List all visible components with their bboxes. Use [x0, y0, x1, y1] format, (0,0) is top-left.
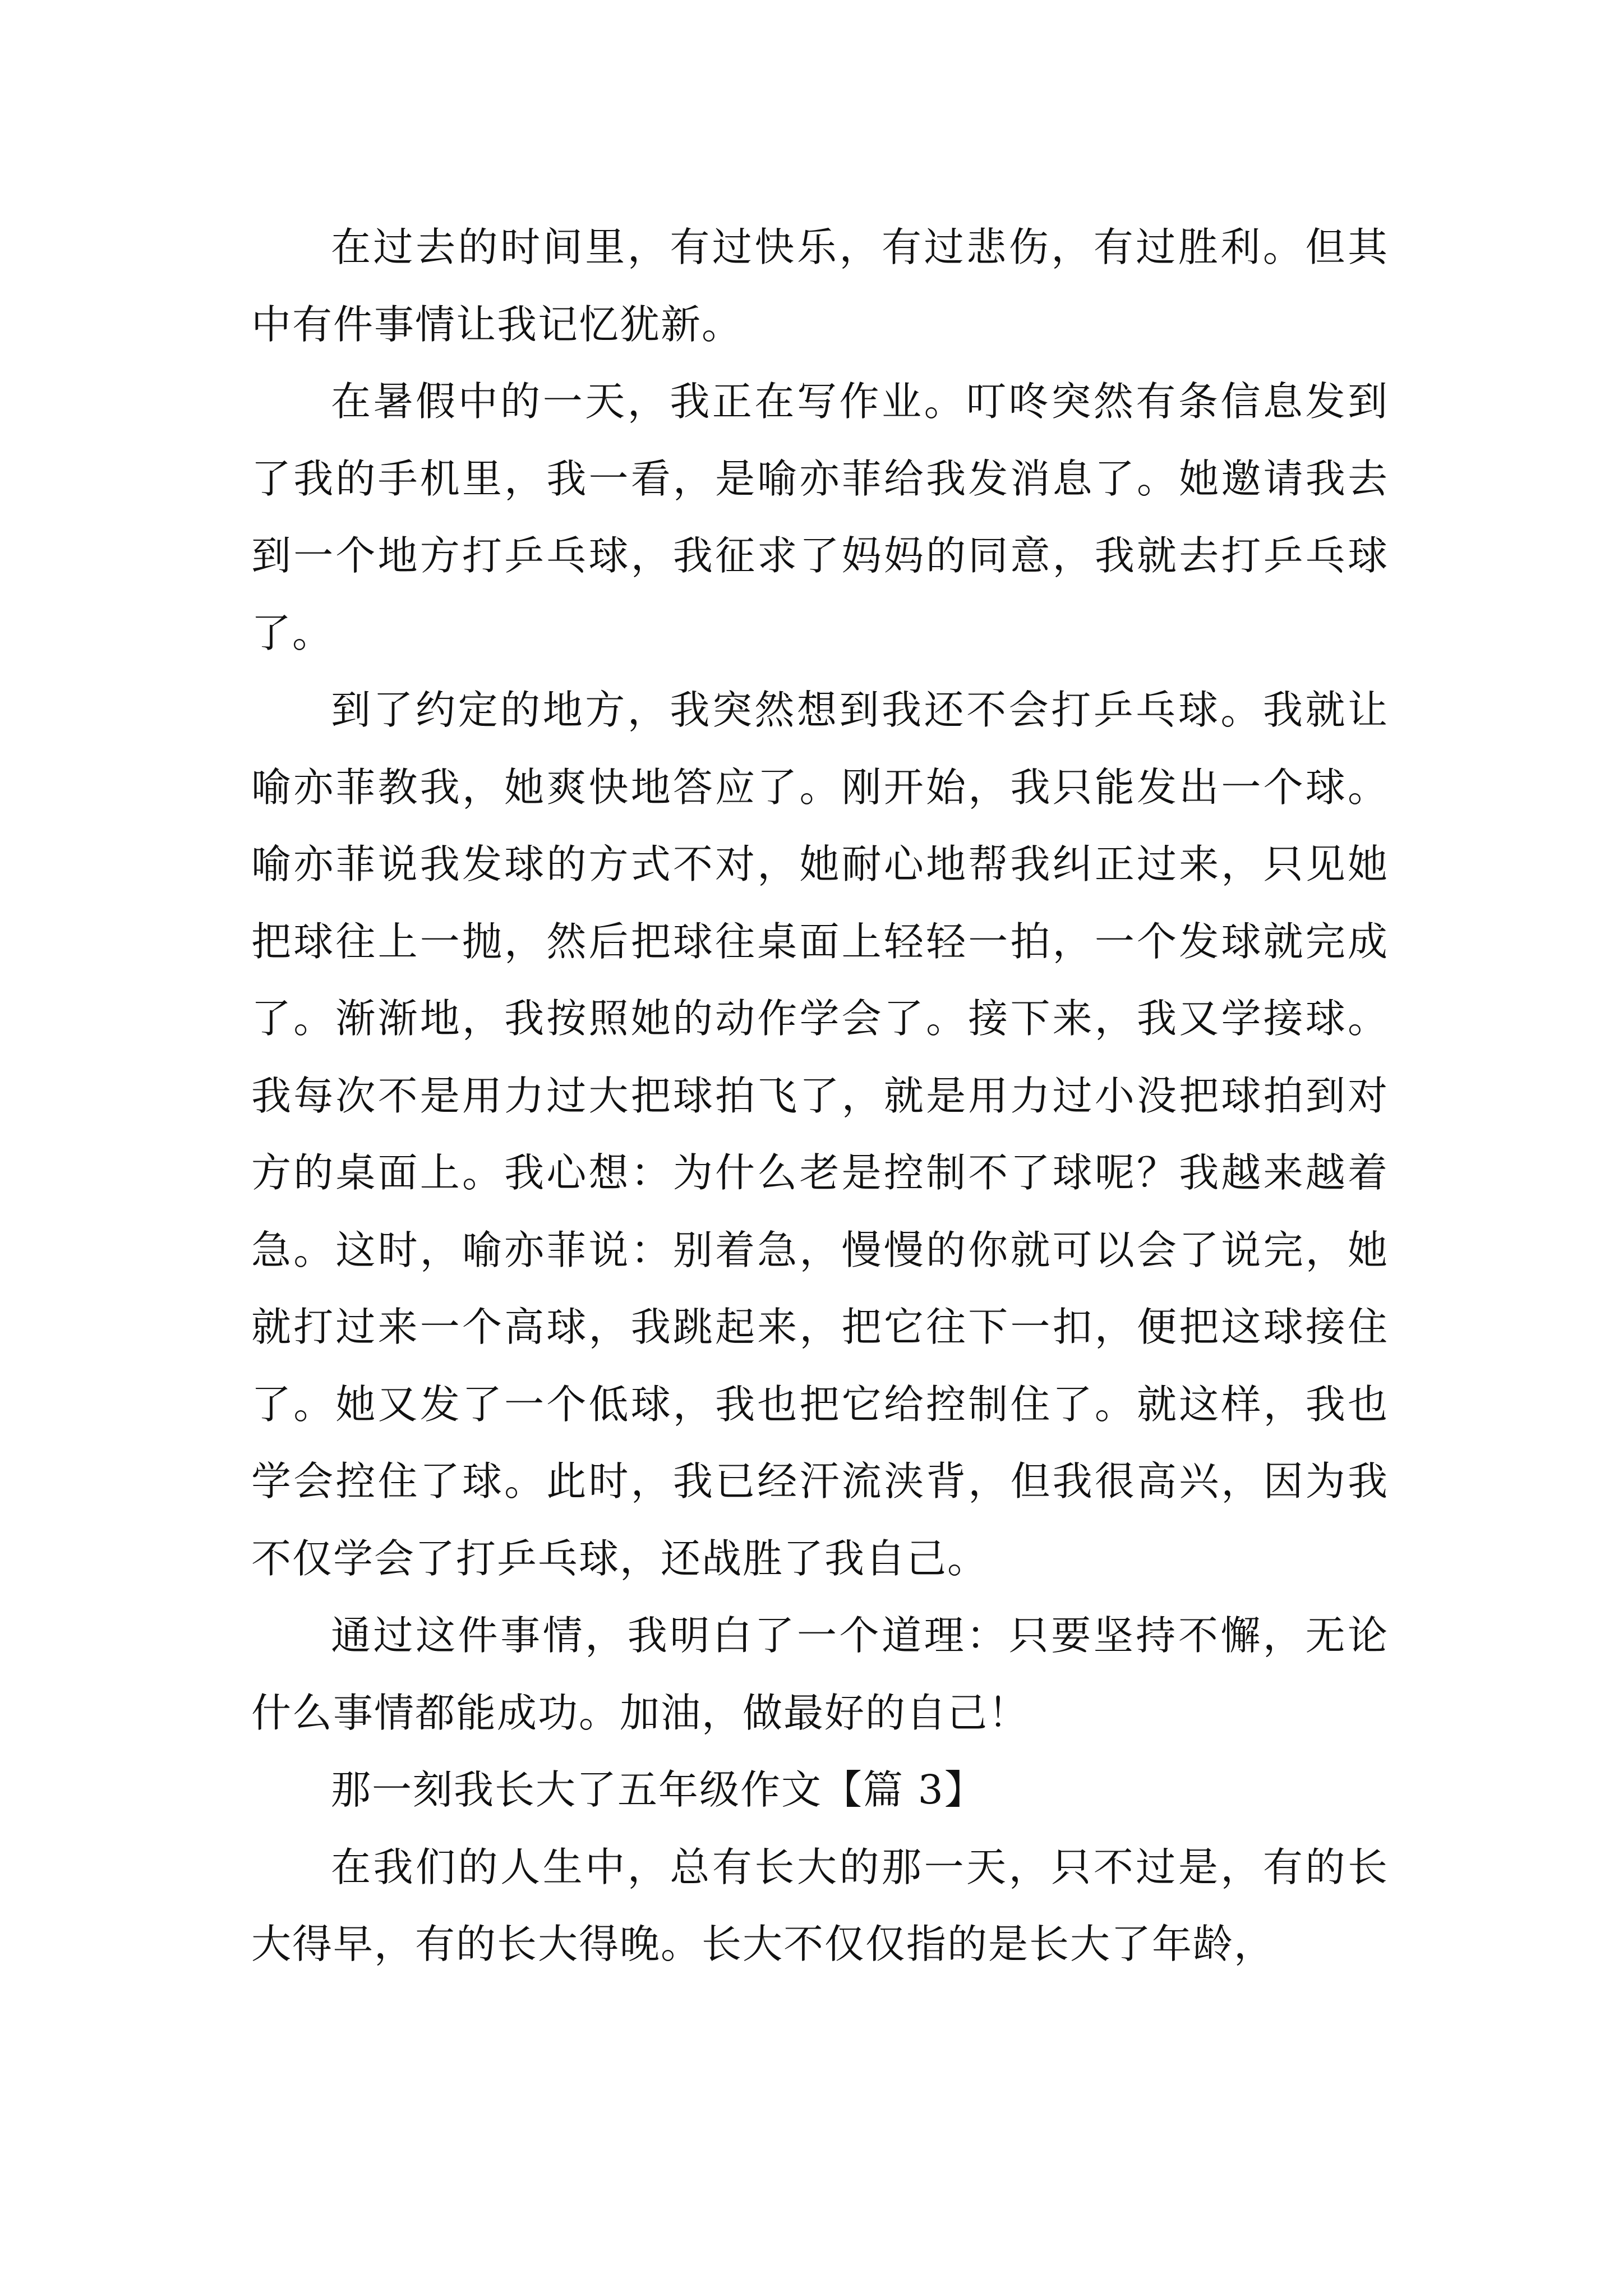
document-body [251, 209, 1389, 1983]
section-heading: 那一刻我长大了五年级作文【篇 3】 [331, 1766, 985, 1813]
paragraph-growing-up: 在我们的人生中，总有长大的那一天，只不过是，有的长大得早，有的长大得晚。长大不仅仅指的是长大了年龄， [251, 1843, 1389, 1967]
paragraph-pingpong-lesson: 到了约定的地方，我突然想到我还不会打乒乓球。我就让喻亦菲教我，她爽快地答应了。刚开始，我只能发出一个球。喻亦菲说我发球的方式不对，她耐心地帮我纠正过来，只见她把球往上一抛，然后把球往桌面上轻轻一拍，一个发球就完成了。渐渐地，我按照她的动作学会了。接下来，我又学接球。我每次不是用力过大把球拍飞了，就是用力过小没把球拍到对方的桌面上。我心想：为什么老是控制不了球呢？我越来越着急。这时，喻亦菲说：别着急，慢慢的你就可以会了说完，她就打过来一个高球，我跳起来，把它往下一扣，便把这球接住了。她又发了一个低球，我也把它给控制住了。就这样，我也学会控住了球。此时，我已经汗流浃背，但我很高兴，因为我不仅学会了打乒乓球，还战胜了我自己。 [251, 687, 1389, 1582]
paragraph-message: 在暑假中的一天，我正在写作业。叮咚突然有条信息发到了我的手机里，我一看，是喻亦菲给我发消息了。她邀请我去到一个地方打乒乓球，我征求了妈妈的同意，我就去打乒乓球了。 [251, 378, 1389, 656]
paragraph-lesson-learned: 通过这件事情，我明白了一个道理：只要坚持不懈，无论什么事情都能成功。加油，做最好的自己！ [251, 1612, 1389, 1736]
paragraph-intro: 在过去的时间里，有过快乐，有过悲伤，有过胜利。但其中有件事情让我记忆犹新。 [251, 224, 1389, 348]
